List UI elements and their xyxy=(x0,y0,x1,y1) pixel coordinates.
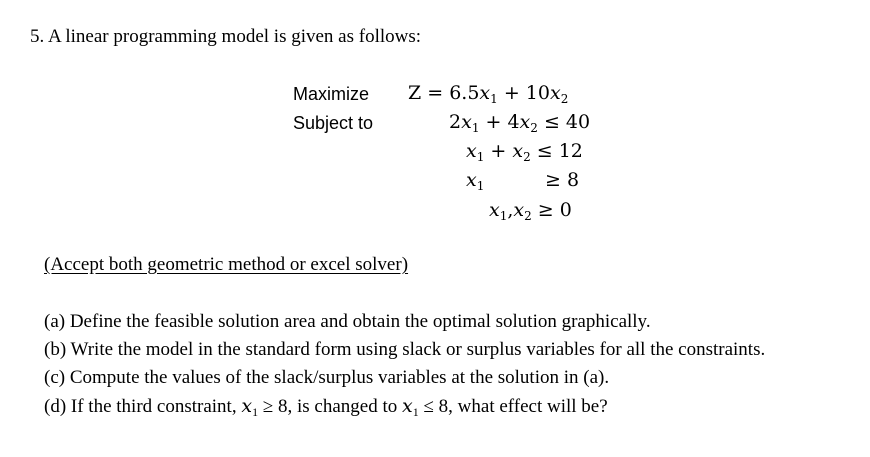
method-note: (Accept both geometric method or excel solver) xyxy=(44,254,409,275)
subject-to-label: Subject to xyxy=(293,113,374,133)
constraint-3-variable: $x_1$ xyxy=(466,169,485,193)
question-title: 5. A linear programming model is given as follows: xyxy=(30,26,422,47)
part-b: (b) Write the model in the standard form using slack or surplus variables for all the constraints. xyxy=(44,339,766,360)
constraint-3-relation: ≥ 8 xyxy=(545,169,580,191)
part-c: (c) Compute the values of the slack/surplus variables at the solution in (a). xyxy=(44,367,610,388)
constraint-1: $2x_1 + 4x_2 \le 40$ xyxy=(449,111,591,135)
constraint-nonnegativity: $x_1,x_2 \ge 0$ xyxy=(489,199,572,223)
part-a: (a) Define the feasible solution area and obtain the optimal solution graphically. xyxy=(44,311,651,332)
objective-function: $Z = 6.5x_1 + 10x_2$ xyxy=(408,82,569,106)
maximize-label: Maximize xyxy=(293,84,370,104)
constraint-2: $x_1 + x_2 \le 12$ xyxy=(466,140,583,164)
part-d: (d) If the third constraint, $x_1 \ge 8$, is changed to $x_1 \le 8$, what effect will be? xyxy=(44,395,608,419)
